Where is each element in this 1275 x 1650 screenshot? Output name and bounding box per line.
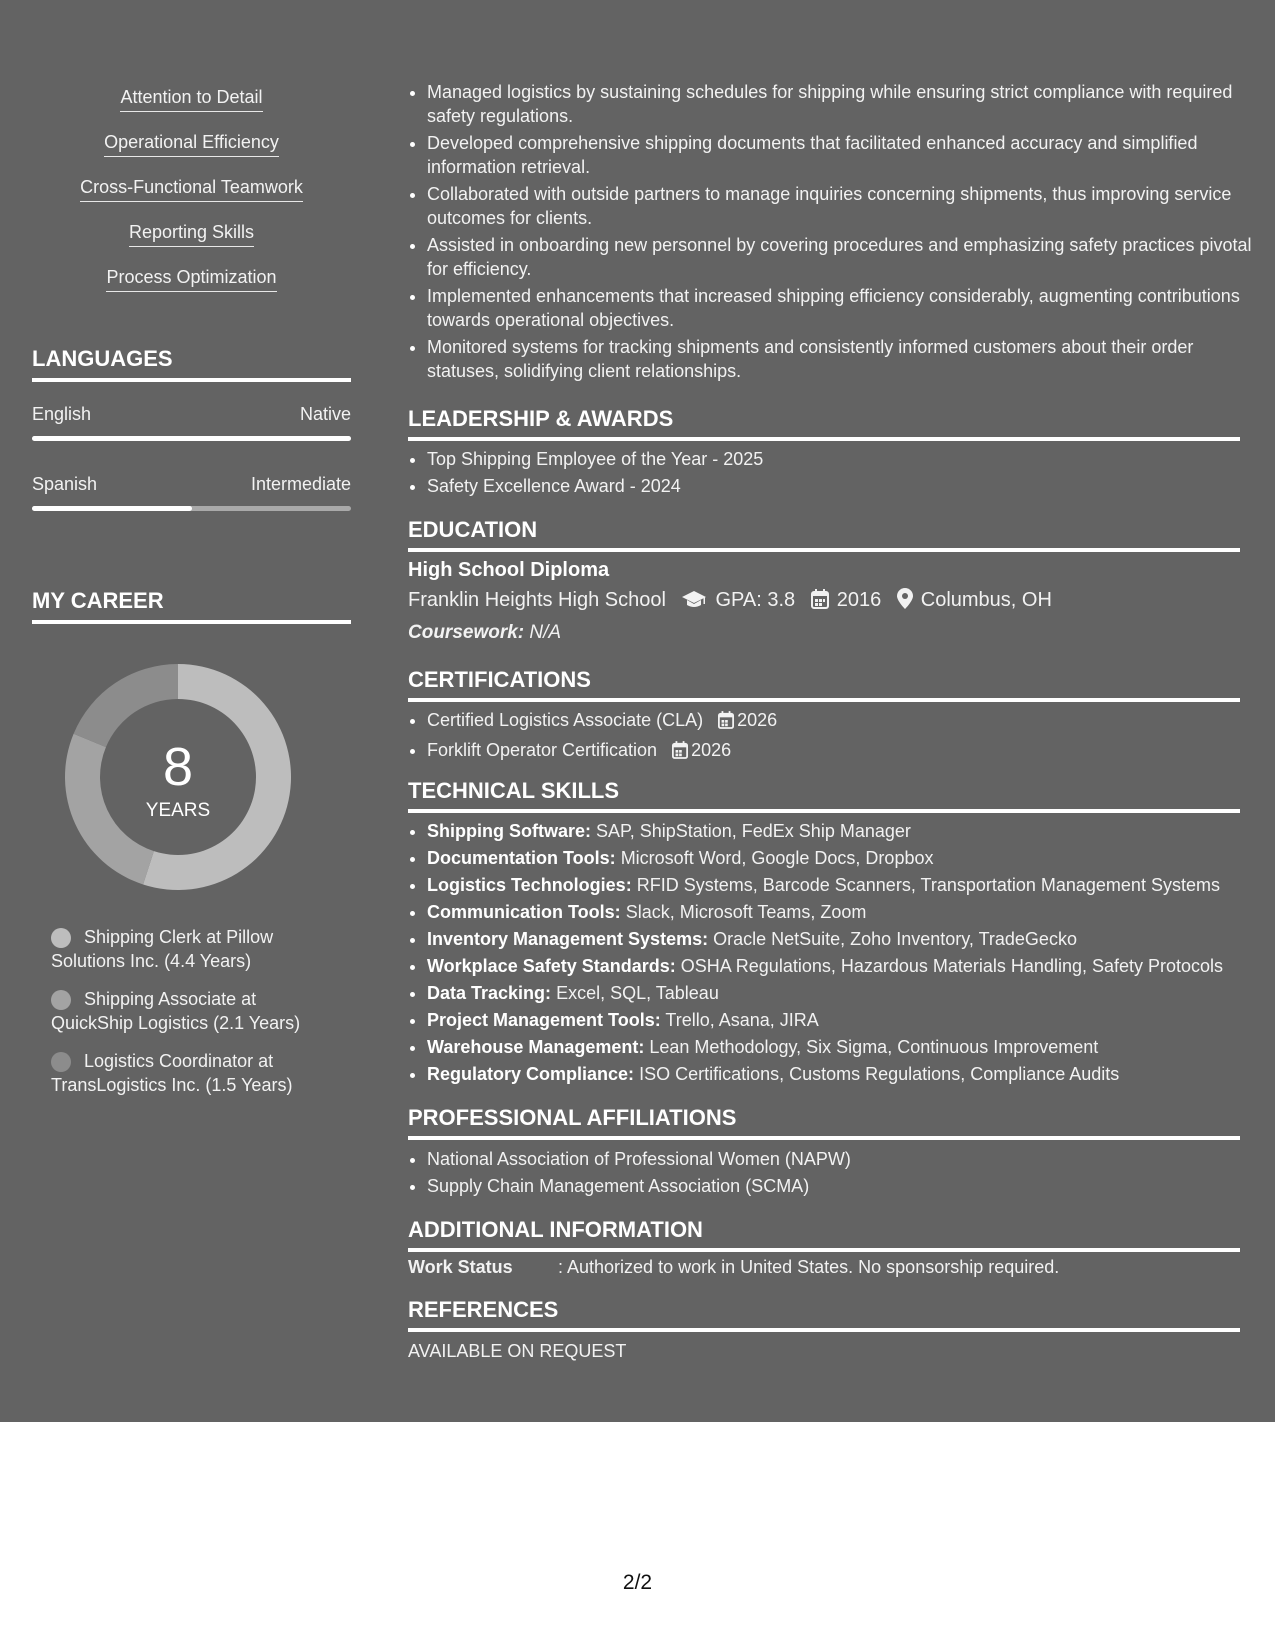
- career-role-text: Shipping Associate at QuickShip Logistics (2.1 Years): [51, 989, 301, 1033]
- technical-skills-section: [408, 819, 1240, 1089]
- affiliations-heading: PROFESSIONAL AFFILIATIONS: [408, 1105, 1240, 1140]
- skill-value: OSHA Regulations, Hazardous Materials Handling, Safety Protocols: [680, 956, 1224, 976]
- skill-label: Warehouse Management:: [427, 1037, 645, 1057]
- list-item: • Top Shipping Employee of the Year - 2025: [427, 447, 1240, 471]
- education-section: [408, 559, 1240, 644]
- list-item: [427, 981, 1240, 1005]
- legend-dot: [51, 928, 71, 948]
- soft-skill: Reporting Skills: [129, 222, 254, 247]
- skill-label: Documentation Tools:: [427, 848, 616, 868]
- career-legend: [51, 925, 321, 1111]
- certification-name: Forklift Operator Certification: [427, 740, 658, 760]
- technical-skills-list: [408, 819, 1240, 1086]
- legend-dot: [51, 1052, 71, 1072]
- career-role-text: Logistics Coordinator at TransLogistics Inc. (1.5 Years): [51, 1051, 293, 1095]
- education-details: [408, 588, 1240, 615]
- list-item: • Developed comprehensive shipping documents that facilitated enhanced accuracy and simplified information retrieval.: [427, 131, 1259, 179]
- language-name: Spanish: [32, 474, 98, 494]
- work-status-label: Work Status: [408, 1257, 513, 1277]
- list-item: [32, 87, 351, 132]
- language-bar: [32, 506, 351, 511]
- affiliations-list: [408, 1147, 1240, 1198]
- skill-label: Regulatory Compliance:: [427, 1064, 635, 1084]
- leadership-heading: LEADERSHIP & AWARDS: [408, 406, 1240, 441]
- work-status-value: : Authorized to work in United States. No sponsorship required.: [558, 1257, 1060, 1277]
- list-item: [427, 708, 1240, 735]
- soft-skill: Process Optimization: [106, 267, 276, 292]
- language-bar-fill: [32, 436, 351, 441]
- list-item: [427, 927, 1240, 951]
- soft-skill: Attention to Detail: [120, 87, 262, 112]
- list-item: [427, 1008, 1240, 1032]
- certification-date: [672, 740, 731, 760]
- affiliations-section: [408, 1147, 1240, 1201]
- list-item: [32, 132, 351, 177]
- list-item: [32, 267, 351, 312]
- certifications-list: [408, 708, 1240, 765]
- references-text: AVAILABLE ON REQUEST: [408, 1341, 627, 1361]
- technical-skills-heading: TECHNICAL SKILLS: [408, 778, 1240, 813]
- skill-value: ISO Certifications, Customs Regulations, Compliance Audits: [639, 1064, 1120, 1084]
- list-item: [427, 1062, 1240, 1086]
- career-total-unit: YEARS: [145, 800, 211, 821]
- education-heading: EDUCATION: [408, 517, 1240, 552]
- additional-info-section: [408, 1257, 1240, 1278]
- skill-value: Trello, Asana, JIRA: [665, 1010, 819, 1030]
- soft-skill: Operational Efficiency: [104, 132, 279, 157]
- skill-value: Slack, Microsoft Teams, Zoom: [625, 902, 867, 922]
- leadership-list: [408, 447, 1240, 498]
- list-item: • Safety Excellence Award - 2024: [427, 474, 1240, 498]
- list-item: [427, 846, 1240, 870]
- list-item: • Monitored systems for tracking shipments and consistently informed customers about their order statuses, solidifying client relationships.: [427, 335, 1259, 383]
- graduation-cap-icon: [681, 589, 707, 615]
- additional-info-heading: ADDITIONAL INFORMATION: [408, 1217, 1240, 1252]
- donut-center: [65, 664, 291, 890]
- career-legend-item: [51, 1049, 321, 1097]
- calendar-icon: [672, 741, 688, 765]
- skill-label: Inventory Management Systems:: [427, 929, 709, 949]
- career-legend-item: [51, 987, 321, 1035]
- skill-value: RFID Systems, Barcode Scanners, Transportation Management Systems: [636, 875, 1220, 895]
- list-item: • National Association of Professional Women (NAPW): [427, 1147, 1240, 1171]
- list-item: [427, 900, 1240, 924]
- career-heading: MY CAREER: [32, 588, 351, 624]
- skill-label: Project Management Tools:: [427, 1010, 661, 1030]
- skill-label: Shipping Software:: [427, 821, 591, 841]
- career-role-text: Shipping Clerk at Pillow Solutions Inc. (4.4 Years): [51, 927, 274, 971]
- language-bar-fill: [32, 506, 192, 511]
- list-item: [427, 873, 1240, 897]
- skill-label: Workplace Safety Standards:: [427, 956, 676, 976]
- language-bar: [32, 436, 351, 441]
- coursework-value: N/A: [529, 622, 562, 643]
- languages-heading: LANGUAGES: [32, 346, 351, 382]
- skill-value: SAP, ShipStation, FedEx Ship Manager: [596, 821, 911, 841]
- calendar-icon: [718, 711, 734, 735]
- certification-year: 2026: [737, 710, 778, 730]
- list-item: • Managed logistics by sustaining schedules for shipping while ensuring strict compliance with required safety regulations.: [427, 80, 1259, 128]
- list-item: [32, 222, 351, 267]
- list-item: [427, 738, 1240, 765]
- career-total-value: 8: [162, 737, 194, 797]
- list-item: • Supply Chain Management Association (SCMA): [427, 1174, 1240, 1198]
- education-year: 2016: [836, 589, 882, 611]
- coursework-label: Coursework:: [408, 622, 525, 643]
- skill-value: Excel, SQL, Tableau: [556, 983, 719, 1003]
- skill-value: Microsoft Word, Google Docs, Dropbox: [620, 848, 934, 868]
- language-level: Intermediate: [250, 474, 351, 494]
- language-level: Native: [299, 404, 351, 424]
- skill-value: Lean Methodology, Six Sigma, Continuous Improvement: [649, 1037, 1099, 1057]
- education-coursework: [408, 622, 1240, 644]
- soft-skill: Cross-Functional Teamwork: [80, 177, 303, 202]
- list-item: [427, 954, 1240, 978]
- soft-skills-list: [32, 87, 351, 312]
- education-school: Franklin Heights High School: [408, 589, 666, 611]
- skill-label: Data Tracking:: [427, 983, 552, 1003]
- certification-name: Certified Logistics Associate (CLA): [427, 710, 704, 730]
- list-item: • Implemented enhancements that increased shipping efficiency considerably, augmenting contributions towards operational objectives.: [427, 284, 1259, 332]
- location-pin-icon: [897, 588, 913, 615]
- career-donut-chart: [65, 664, 291, 890]
- skill-label: Logistics Technologies:: [427, 875, 632, 895]
- list-item: [427, 1035, 1240, 1059]
- calendar-icon: [811, 589, 829, 615]
- certifications-section: [408, 708, 1240, 768]
- education-gpa: GPA: 3.8: [715, 589, 796, 611]
- experience-bullets: [408, 80, 1259, 386]
- page-number: 2/2: [622, 1571, 653, 1594]
- education-degree: High School Diploma: [408, 559, 610, 581]
- list-item: [32, 177, 351, 222]
- career-legend-item: [51, 925, 321, 973]
- certification-date: [718, 710, 777, 730]
- certifications-heading: CERTIFICATIONS: [408, 667, 1240, 702]
- list-item: [427, 819, 1240, 843]
- certification-year: 2026: [691, 740, 732, 760]
- language-name: English: [32, 404, 92, 424]
- leadership-section: [408, 447, 1240, 501]
- legend-dot: [51, 990, 71, 1010]
- list-item: • Collaborated with outside partners to manage inquiries concerning shipments, thus improving service outcomes for clients.: [427, 182, 1259, 230]
- education-location: Columbus, OH: [920, 589, 1052, 611]
- references-heading: REFERENCES: [408, 1297, 1240, 1332]
- skill-label: Communication Tools:: [427, 902, 621, 922]
- list-item: • Assisted in onboarding new personnel by covering procedures and emphasizing safety practices pivotal for efficiency.: [427, 233, 1259, 281]
- skill-value: Oracle NetSuite, Zoho Inventory, TradeGecko: [713, 929, 1077, 949]
